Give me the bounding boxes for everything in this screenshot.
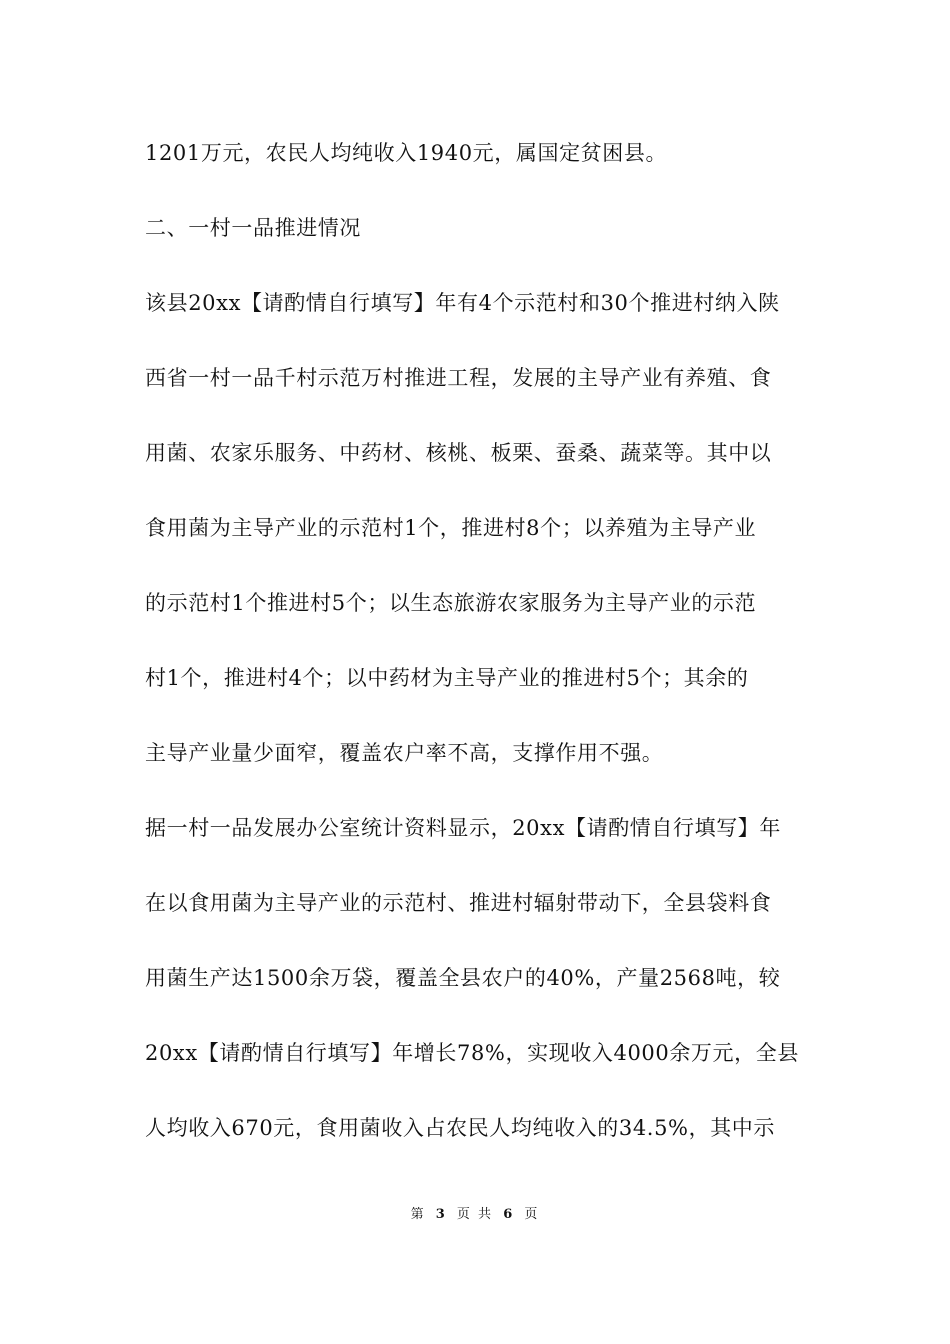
body-line-6: 食用菌为主导产业的示范村1个，推进村8个；以养殖为主导产业 — [145, 516, 757, 540]
footer-total-pages: 6 — [503, 1207, 515, 1222]
body-line-12: 用菌生产达1500余万袋，覆盖全县农户的40%，产量2568吨，较 — [145, 966, 781, 990]
footer-current-page: 3 — [435, 1207, 447, 1222]
footer-prefix: 第 — [410, 1207, 426, 1222]
body-line-10: 据一村一品发展办公室统计资料显示，20xx【请酌情自行填写】年 — [145, 816, 782, 840]
body-line-11: 在以食用菌为主导产业的示范村、推进村辐射带动下，全县袋料食 — [145, 891, 772, 915]
page-footer — [0, 1206, 950, 1224]
body-line-1: 1201万元，农民人均纯收入1940元，属国定贫困县。 — [145, 141, 668, 165]
body-line-14: 人均收入670元，食用菌收入占农民人均纯收入的34.5%，其中示 — [145, 1116, 775, 1140]
footer-suffix: 页 — [524, 1207, 540, 1222]
body-line-13: 20xx【请酌情自行填写】年增长78%，实现收入4000余万元，全县 — [145, 1041, 799, 1065]
body-line-5: 用菌、农家乐服务、中药材、核桃、板栗、蚕桑、蔬菜等。其中以 — [145, 441, 772, 465]
body-line-7: 的示范村1个推进村5个；以生态旅游农家服务为主导产业的示范 — [145, 591, 757, 615]
body-line-8: 村1个，推进村4个；以中药材为主导产业的推进村5个；其余的 — [145, 666, 749, 690]
section-heading: 二、一村一品推进情况 — [145, 216, 361, 240]
body-line-3: 该县20xx【请酌情自行填写】年有4个示范村和30个推进村纳入陕 — [145, 291, 780, 315]
footer-middle: 页 共 — [456, 1207, 494, 1222]
body-line-4: 西省一村一品千村示范万村推进工程，发展的主导产业有养殖、食 — [145, 366, 772, 390]
body-line-9: 主导产业量少面窄，覆盖农户率不高，支撑作用不强。 — [145, 741, 664, 765]
